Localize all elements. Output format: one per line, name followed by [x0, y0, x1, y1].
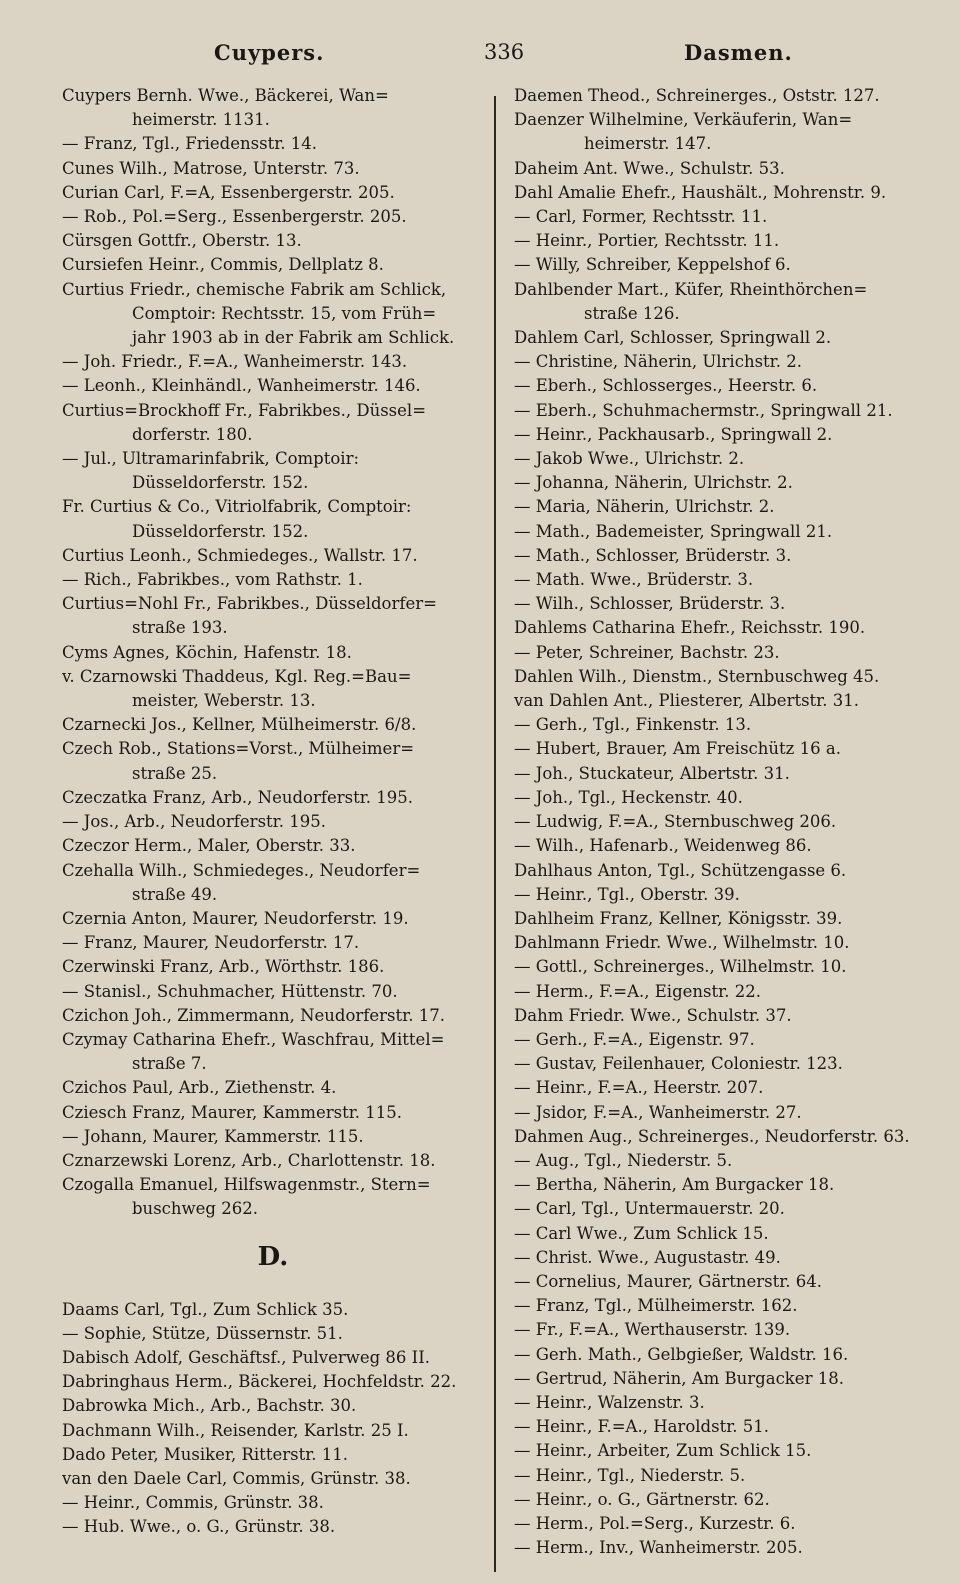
directory-entry — [514, 471, 938, 495]
directory-entry — [62, 495, 484, 543]
entry-line: — Rich., Fabrikbes., vom Rathstr. 1. — [62, 570, 363, 590]
directory-entry — [62, 1346, 484, 1370]
directory-entry — [514, 737, 938, 761]
directory-entry — [62, 592, 484, 640]
entry-line: Curian Carl, F.=A, Essenbergerstr. 205. — [62, 182, 395, 202]
directory-entry — [62, 907, 484, 931]
entry-line: Dabringhaus Herm., Bäckerei, Hochfeldstr. 22. — [62, 1372, 457, 1392]
entry-line: — Willy, Schreiber, Keppelshof 6. — [514, 255, 791, 275]
entry-line: — Heinr., Walzenstr. 3. — [514, 1392, 705, 1412]
entry-line: — Heinr., Tgl., Oberstr. 39. — [514, 884, 740, 904]
entry-line: — Gertrud, Näherin, Am Burgacker 18. — [514, 1368, 844, 1388]
entry-line: — Jul., Ultramarinfabrik, Comptoir: — [62, 449, 360, 469]
directory-entry — [514, 592, 938, 616]
directory-entry — [62, 181, 484, 205]
directory-entry — [62, 1322, 484, 1346]
directory-entry — [514, 980, 938, 1004]
directory-entry — [514, 1464, 938, 1488]
directory-entry — [62, 205, 484, 229]
entry-continuation-line: Düsseldorferstr. 152. — [132, 473, 309, 493]
entry-continuation-line: Comptoir: Rechtsstr. 15, vom Früh= — [132, 303, 437, 323]
directory-entry — [62, 980, 484, 1004]
directory-entry — [514, 1270, 938, 1294]
directory-entry — [514, 399, 938, 423]
directory-entry — [62, 931, 484, 955]
directory-entry — [62, 1028, 484, 1076]
page-number: 336 — [484, 40, 525, 64]
entry-continuation-line: heimerstr. 1131. — [132, 110, 270, 130]
entry-line: — Rob., Pol.=Serg., Essenbergerstr. 205. — [62, 207, 407, 227]
entry-continuation-line: straße 193. — [132, 618, 228, 638]
entry-continuation-line: straße 126. — [584, 303, 680, 323]
entry-line: — Fr., F.=A., Werthauserstr. 139. — [514, 1320, 791, 1340]
entry-continuation-line: Düsseldorferstr. 152. — [132, 521, 309, 541]
directory-entry — [514, 229, 938, 253]
entry-line: — Franz, Tgl., Friedensstr. 14. — [62, 134, 318, 154]
entry-line: — Peter, Schreiner, Bachstr. 23. — [514, 642, 780, 662]
directory-entry — [62, 786, 484, 810]
entry-line: Daenzer Wilhelmine, Verkäuferin, Wan= — [514, 110, 853, 130]
entry-line: — Gerh., Tgl., Finkenstr. 13. — [514, 715, 752, 735]
entry-line: Dahm Friedr. Wwe., Schulstr. 37. — [514, 1005, 792, 1025]
entry-continuation-line: straße 25. — [132, 763, 218, 783]
entry-line: — Sophie, Stütze, Düssernstr. 51. — [62, 1323, 343, 1343]
entry-line: — Math., Bademeister, Springwall 21. — [514, 521, 833, 541]
entry-line: Dahl Amalie Ehefr., Haushält., Mohrenstr. 9. — [514, 182, 887, 202]
left-column-entries-d — [62, 1298, 484, 1540]
directory-entry — [514, 350, 938, 374]
entry-line: Cunes Wilh., Matrose, Unterstr. 73. — [62, 158, 360, 178]
entry-line: — Joh., Tgl., Heckenstr. 40. — [514, 787, 743, 807]
entry-line: Dahlheim Franz, Kellner, Königsstr. 39. — [514, 908, 843, 928]
directory-entry — [514, 1173, 938, 1197]
right-column — [514, 84, 938, 1560]
entry-line: — Johanna, Näherin, Ulrichstr. 2. — [514, 473, 793, 493]
entry-line: van Dahlen Ant., Pliesterer, Albertstr. 31. — [514, 691, 859, 711]
directory-entry — [62, 834, 484, 858]
entry-line: Dahlhaus Anton, Tgl., Schützengasse 6. — [514, 860, 847, 880]
entry-line: — Franz, Tgl., Mülheimerstr. 162. — [514, 1296, 798, 1316]
directory-entry — [514, 689, 938, 713]
directory-entry — [514, 544, 938, 568]
directory-entry — [514, 84, 938, 108]
entry-line: Dachmann Wilh., Reisender, Karlstr. 25 I. — [62, 1420, 409, 1440]
directory-entry — [62, 1101, 484, 1125]
section-letter: D. — [257, 1241, 289, 1272]
directory-entry — [62, 1149, 484, 1173]
entry-line: — Heinr., Tgl., Niederstr. 5. — [514, 1465, 746, 1485]
entry-line: — Johann, Maurer, Kammerstr. 115. — [62, 1126, 364, 1146]
entry-line: — Joh. Friedr., F.=A., Wanheimerstr. 143. — [62, 352, 408, 372]
entry-line: Curtius=Nohl Fr., Fabrikbes., Düsseldorfer= — [62, 594, 437, 614]
entry-continuation-line: buschweg 262. — [132, 1199, 258, 1219]
entry-continuation-line: dorferstr. 180. — [132, 424, 253, 444]
entry-line: — Gottl., Schreinerges., Wilhelmstr. 10. — [514, 957, 847, 977]
entry-line: — Heinr., Arbeiter, Zum Schlick 15. — [514, 1441, 812, 1461]
directory-entry — [514, 1197, 938, 1221]
entry-line: Czerwinski Franz, Arb., Wörthstr. 186. — [62, 957, 385, 977]
column-divider — [494, 96, 496, 1572]
entry-line: — Gerh., F.=A., Eigenstr. 97. — [514, 1029, 755, 1049]
entry-line: Daheim Ant. Wwe., Schulstr. 53. — [514, 158, 785, 178]
directory-entry — [514, 1391, 938, 1415]
entry-line: — Ludwig, F.=A., Sternbuschweg 206. — [514, 812, 837, 832]
entry-line: — Gerh. Math., Gelbgießer, Waldstr. 16. — [514, 1344, 849, 1364]
entry-line: Czogalla Emanuel, Hilfswagenmstr., Stern= — [62, 1175, 431, 1195]
directory-entry — [514, 108, 938, 156]
directory-entry — [514, 1367, 938, 1391]
directory-entry — [62, 713, 484, 737]
directory-entry — [514, 447, 938, 471]
entry-line: Fr. Curtius & Co., Vitriolfabrik, Comptoir: — [62, 497, 412, 517]
entry-line: Cursiefen Heinr., Commis, Dellplatz 8. — [62, 255, 384, 275]
header-right-keyword: Dasmen. — [684, 40, 793, 65]
right-column-entries — [514, 84, 938, 1560]
directory-entry — [514, 1294, 938, 1318]
directory-entry — [514, 423, 938, 447]
directory-entry — [62, 641, 484, 665]
directory-entry — [514, 1004, 938, 1028]
entry-line: Dahmen Aug., Schreinerges., Neudorferstr. 63. — [514, 1126, 910, 1146]
directory-entry — [514, 1536, 938, 1560]
directory-entry — [62, 955, 484, 979]
entry-line: — Carl, Tgl., Untermauerstr. 20. — [514, 1199, 785, 1219]
entry-line: Daemen Theod., Schreinerges., Oststr. 127. — [514, 86, 880, 105]
entry-line: Cuypers Bernh. Wwe., Bäckerei, Wan= — [62, 86, 389, 105]
directory-entry — [514, 1439, 938, 1463]
directory-entry — [514, 568, 938, 592]
entry-line: — Bertha, Näherin, Am Burgacker 18. — [514, 1175, 835, 1195]
entry-line: — Hub. Wwe., o. G., Grünstr. 38. — [62, 1517, 336, 1537]
left-column-entries-c — [62, 84, 484, 1222]
directory-entry — [514, 1512, 938, 1536]
entry-line: — Carl, Former, Rechtsstr. 11. — [514, 207, 768, 227]
entry-line: Czeczor Herm., Maler, Oberstr. 33. — [62, 836, 356, 856]
directory-entry — [514, 1318, 938, 1342]
directory-entry — [62, 1370, 484, 1394]
directory-entry — [514, 205, 938, 229]
entry-line: — Eberh., Schlosserges., Heerstr. 6. — [514, 376, 818, 396]
directory-entry — [62, 737, 484, 785]
directory-entry — [62, 374, 484, 398]
directory-entry — [62, 810, 484, 834]
entry-line: Dado Peter, Musiker, Ritterstr. 11. — [62, 1444, 349, 1464]
directory-entry — [62, 253, 484, 277]
directory-entry — [514, 1415, 938, 1439]
entry-line: Czeczatka Franz, Arb., Neudorferstr. 195. — [62, 787, 414, 807]
entry-line: Czymay Catharina Ehefr., Waschfrau, Mittel= — [62, 1029, 445, 1049]
entry-line: Cürsgen Gottfr., Oberstr. 13. — [62, 231, 302, 251]
page-header — [0, 40, 960, 76]
directory-entry — [514, 1149, 938, 1173]
left-column — [62, 84, 484, 1540]
directory-entry — [62, 1419, 484, 1443]
directory-entry — [62, 447, 484, 495]
entry-line: Czichos Paul, Arb., Ziethenstr. 4. — [62, 1078, 337, 1098]
directory-entry — [62, 665, 484, 713]
entry-line: Dahlems Catharina Ehefr., Reichsstr. 190. — [514, 618, 866, 638]
directory-entry — [514, 181, 938, 205]
entry-line: Dabrowka Mich., Arb., Bachstr. 30. — [62, 1396, 357, 1416]
entry-line: — Heinr., Commis, Grünstr. 38. — [62, 1493, 324, 1513]
entry-continuation-line: straße 49. — [132, 884, 218, 904]
entry-line: — Heinr., Portier, Rechtsstr. 11. — [514, 231, 780, 251]
entry-line: — Herm., Inv., Wanheimerstr. 205. — [514, 1538, 803, 1558]
entry-line: — Math. Wwe., Brüderstr. 3. — [514, 570, 754, 590]
entry-line: Cznarzewski Lorenz, Arb., Charlottenstr. 18. — [62, 1150, 436, 1170]
directory-entry — [62, 1515, 484, 1539]
entry-line: Dahlem Carl, Schlosser, Springwall 2. — [514, 328, 832, 348]
directory-entry — [514, 278, 938, 326]
entry-line: — Joh., Stuckateur, Albertstr. 31. — [514, 763, 790, 783]
directory-entry — [62, 350, 484, 374]
directory-entry — [514, 713, 938, 737]
entry-line: Daams Carl, Tgl., Zum Schlick 35. — [62, 1299, 349, 1319]
directory-entry — [514, 157, 938, 181]
directory-entry — [514, 762, 938, 786]
directory-entry — [62, 544, 484, 568]
directory-entry — [514, 374, 938, 398]
directory-entry — [62, 1298, 484, 1322]
directory-entry — [62, 1443, 484, 1467]
directory-entry — [62, 1491, 484, 1515]
directory-entry — [514, 616, 938, 640]
entry-line: — Jsidor, F.=A., Wanheimerstr. 27. — [514, 1102, 802, 1122]
directory-entry — [514, 1488, 938, 1512]
entry-line: Czech Rob., Stations=Vorst., Mülheimer= — [62, 739, 415, 759]
directory-entry — [514, 1028, 938, 1052]
entry-line: — Christ. Wwe., Augustastr. 49. — [514, 1247, 781, 1267]
entry-line: Czichon Joh., Zimmermann, Neudorferstr. 17. — [62, 1005, 445, 1025]
entry-continuation-line: straße 7. — [132, 1054, 207, 1074]
directory-entry — [514, 786, 938, 810]
entry-line: — Christine, Näherin, Ulrichstr. 2. — [514, 352, 802, 372]
directory-entry — [514, 883, 938, 907]
entry-continuation-line: meister, Weberstr. 13. — [132, 691, 316, 711]
entry-line: Dahlmann Friedr. Wwe., Wilhelmstr. 10. — [514, 933, 850, 953]
entry-line: — Heinr., F.=A., Heerstr. 207. — [514, 1078, 764, 1098]
directory-entry — [62, 132, 484, 156]
directory-entry — [514, 955, 938, 979]
directory-entry — [514, 1101, 938, 1125]
directory-entry — [514, 1076, 938, 1100]
directory-entry — [514, 641, 938, 665]
entry-line: v. Czarnowski Thaddeus, Kgl. Reg.=Bau= — [62, 666, 412, 686]
entry-line: — Jos., Arb., Neudorferstr. 195. — [62, 812, 326, 832]
entry-line: — Cornelius, Maurer, Gärtnerstr. 64. — [514, 1271, 823, 1291]
directory-entry — [514, 1052, 938, 1076]
entry-line: Czehalla Wilh., Schmiedeges., Neudorfer= — [62, 860, 421, 880]
directory-entry — [62, 399, 484, 447]
entry-line: van den Daele Carl, Commis, Grünstr. 38. — [62, 1468, 411, 1488]
directory-entry — [62, 278, 484, 351]
entry-line: — Herm., Pol.=Serg., Kurzestr. 6. — [514, 1513, 796, 1533]
header-left-keyword: Cuypers. — [214, 40, 325, 65]
entry-line: Curtius=Brockhoff Fr., Fabrikbes., Düssel= — [62, 400, 427, 420]
entry-line: Cyms Agnes, Köchin, Hafenstr. 18. — [62, 642, 352, 662]
entry-line: Curtius Friedr., chemische Fabrik am Schlick, — [62, 279, 447, 299]
entry-line: — Math., Schlosser, Brüderstr. 3. — [514, 545, 792, 565]
entry-line: — Hubert, Brauer, Am Freischütz 16 a. — [514, 739, 841, 759]
entry-line: — Heinr., Packhausarb., Springwall 2. — [514, 424, 833, 444]
directory-entry — [62, 1125, 484, 1149]
entry-line: — Maria, Näherin, Ulrichstr. 2. — [514, 497, 775, 517]
entry-continuation-line: jahr 1903 ab in der Fabrik am Schlick. — [132, 328, 455, 348]
directory-entry — [514, 520, 938, 544]
entry-line: Czernia Anton, Maurer, Neudorferstr. 19. — [62, 908, 409, 928]
entry-continuation-line: heimerstr. 147. — [584, 134, 712, 154]
entry-line: — Wilh., Hafenarb., Weidenweg 86. — [514, 836, 812, 856]
entry-line: — Eberh., Schuhmachermstr., Springwall 21. — [514, 400, 893, 420]
entry-line: — Franz, Maurer, Neudorferstr. 17. — [62, 933, 360, 953]
directory-entry — [514, 810, 938, 834]
entry-line: Dahlen Wilh., Dienstm., Sternbuschweg 45. — [514, 666, 880, 686]
directory-entry — [514, 1246, 938, 1270]
entry-line: — Jakob Wwe., Ulrichstr. 2. — [514, 449, 745, 469]
directory-entry — [514, 907, 938, 931]
directory-entry — [514, 495, 938, 519]
directory-entry — [62, 1004, 484, 1028]
directory-entry — [62, 1173, 484, 1221]
entry-line: Curtius Leonh., Schmiedeges., Wallstr. 17. — [62, 545, 418, 565]
directory-entry — [514, 859, 938, 883]
directory-entry — [514, 253, 938, 277]
directory-entry — [514, 1343, 938, 1367]
entry-line: Czarnecki Jos., Kellner, Mülheimerstr. 6/8. — [62, 715, 417, 735]
directory-entry — [62, 157, 484, 181]
entry-line: — Heinr., F.=A., Haroldstr. 51. — [514, 1417, 770, 1437]
entry-line: — Stanisl., Schuhmacher, Hüttenstr. 70. — [62, 981, 398, 1001]
directory-entry — [62, 229, 484, 253]
entry-line: — Carl Wwe., Zum Schlick 15. — [514, 1223, 769, 1243]
directory-entry — [62, 1467, 484, 1491]
entry-line: — Heinr., o. G., Gärtnerstr. 62. — [514, 1489, 770, 1509]
entry-line: — Aug., Tgl., Niederstr. 5. — [514, 1150, 733, 1170]
directory-entry — [62, 1076, 484, 1100]
directory-entry — [514, 326, 938, 350]
directory-entry — [514, 834, 938, 858]
directory-entry — [62, 1394, 484, 1418]
directory-entry — [514, 1125, 938, 1149]
directory-entry — [62, 84, 484, 132]
entry-line: — Gustav, Feilenhauer, Coloniestr. 123. — [514, 1054, 843, 1074]
entry-line: Dabisch Adolf, Geschäftsf., Pulverweg 86 II. — [62, 1347, 430, 1367]
directory-entry — [62, 568, 484, 592]
entry-line: Cziesch Franz, Maurer, Kammerstr. 115. — [62, 1102, 403, 1122]
directory-entry — [62, 859, 484, 907]
entry-line: — Herm., F.=A., Eigenstr. 22. — [514, 981, 761, 1001]
entry-line: — Leonh., Kleinhändl., Wanheimerstr. 146. — [62, 376, 421, 396]
directory-entry — [514, 665, 938, 689]
entry-line: Dahlbender Mart., Küfer, Rheinthörchen= — [514, 279, 868, 299]
directory-entry — [514, 1222, 938, 1246]
entry-line: — Wilh., Schlosser, Brüderstr. 3. — [514, 594, 786, 614]
directory-entry — [514, 931, 938, 955]
